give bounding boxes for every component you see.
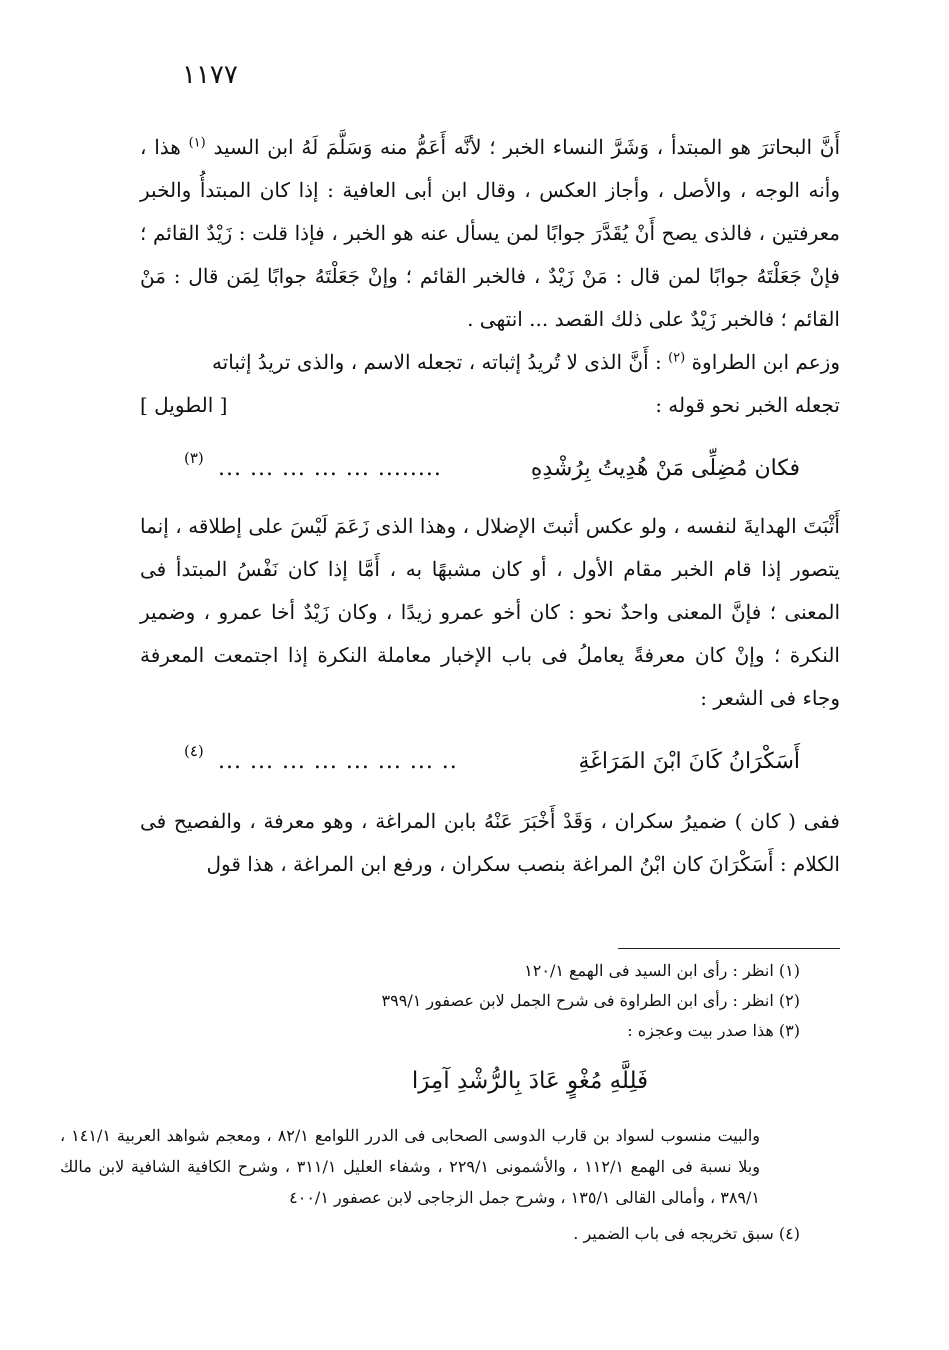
- footnote-2: (٢) انظر : رأى ابن الطراوة فى شرح الجمل لابن عصفور ٣٩٩/١: [381, 991, 800, 1010]
- paragraph-2: [140, 341, 840, 384]
- footnote-4: (٤) سبق تخريجه فى باب الضمير .: [573, 1224, 800, 1243]
- verse-1-hemistich: فكان مُضِلِّى مَنْ هُدِيتُ بِرُشْدِهِ: [530, 456, 800, 481]
- footnote-ref-4: (٤): [184, 742, 204, 760]
- meter-label: [ الطويل ]: [140, 393, 228, 417]
- footnote-ref-1: (١): [188, 135, 206, 151]
- verse-2-hemistich: أَسَكْرَانُ كَانَ ابْنَ المَرَاغَةِ: [578, 749, 800, 774]
- paragraph-1: [140, 126, 840, 341]
- verse-2: [140, 728, 840, 794]
- paragraph-2-start: وزعم ابن الطراوة: [691, 350, 840, 374]
- footnote-ref-2: (٢): [668, 350, 686, 366]
- footnote-separator: [618, 948, 840, 949]
- paragraph-2-end: تجعله الخبر نحو قوله :: [655, 393, 840, 417]
- paragraph-1-continuation: هذا ، وأنه الوجه ، والأصل ، وأجاز العكس ، وقال ابن أبى العافية : إذا كان المبتدأُ والخبر معرفتين ، فالذى يصح أَنْ يُقَدَّرَ جوابًا لمن يسأل عنه هو الخبر ، فإذا قلت : زَيْدٌ القائم ؛ فإنْ جَعَلْتَهُ جوابًا لمن قال : مَنْ زَيْدٌ ، فالخبر القائم ؛ وإنْ جَعَلْتَهُ جوابًا لِمَن قال : مَنْ القائم ؛ فالخبر زَيْدٌ على ذلك القصد ... انتهى .: [140, 135, 840, 331]
- footnotes: [60, 956, 800, 1249]
- footnote-1: (١) انظر : رأى ابن السيد فى الهمع ١٢٠/١: [524, 961, 800, 980]
- paragraph-4: ففى ( كان ) ضميرُ سكران ، وَقَدْ أَخْبَرَ عَنْهُ بابن المراغة ، وهو معرفة ، والفصيح فى الكلام : أَسَكْرَانَ كان ابْنُ المراغة بنصب سكران ، ورفع ابن المراغة ، هذا قول: [140, 809, 840, 876]
- paragraph-2-rest: : أَنَّ الذى لا تُريدُ إثباته ، تجعله الاسم ، والذى تريدُ إثباته: [211, 350, 662, 374]
- main-text: [140, 126, 840, 886]
- paragraph-3: أَثْبَتَ الهدايةَ لنفسه ، ولو عكس أثبتَ الإضلال ، وهذا الذى زَعَمَ لَيْسَ على إطلاقه ، إنما يتصور إذا قام الخبر مقام الأول ، أو كان مشبهًا به ، أَمَّا إذا كان نَفْسُ المبتدأ فى المعنى ؛ فإنَّ المعنى واحدٌ نحو : كان أخو عمرو زيدًا ، وكان زَيْدٌ أخا عمرو ، وضمير النكرة ؛ وإنْ كان معرفةً يعاملُ فى باب الإخبار معاملة النكرة إذا اجتمعت المعرفة وجاء فى الشعر :: [140, 514, 840, 710]
- page-number: ١١٧٧: [182, 60, 238, 90]
- verse-1-ellipsis: ........ ... ... ... ... ...: [218, 456, 442, 481]
- verse-2-ellipsis: .. ... ... ... ... ... ... ...: [218, 749, 458, 774]
- meter-line: [140, 384, 840, 427]
- footnote-ref-3: (٣): [184, 449, 204, 467]
- footnote-3-sources: والبيت منسوب لسواد بن قارب الدوسى الصحابى فى الدرر اللوامع ٨٢/١ ، ومعجم شواهد العربية ١٤١/١ ، وبلا نسبة فى الهمع ١١٢/١ ، والأشمونى ٢٢٩/١ ، وشفاء العليل ٣١١/١ ، وشرح الكافية الشافية لابن مالك ٣٨٩/١ ، وأمالى القالى ١٣٥/١ ، وشرح جمل الزجاجى لابن عصفور ٤٠٠/١: [60, 1126, 761, 1207]
- paragraph-1-opening: أَنَّ البحاترَ هو المبتدأ ، وَشَرَّ النساء الخبر ؛ لأنَّه أَعَمُّ منه وَسَلَّمَ لَهُ ابن السيد: [213, 135, 840, 159]
- verse-1: [140, 435, 840, 501]
- footnote-3-verse: فَلِلَّهِ مُغْوٍ عَادَ بِالرُّشْدِ آمِرَا: [411, 1068, 649, 1094]
- footnote-3: (٣) هذا صدر بيت وعجزه :: [627, 1021, 800, 1040]
